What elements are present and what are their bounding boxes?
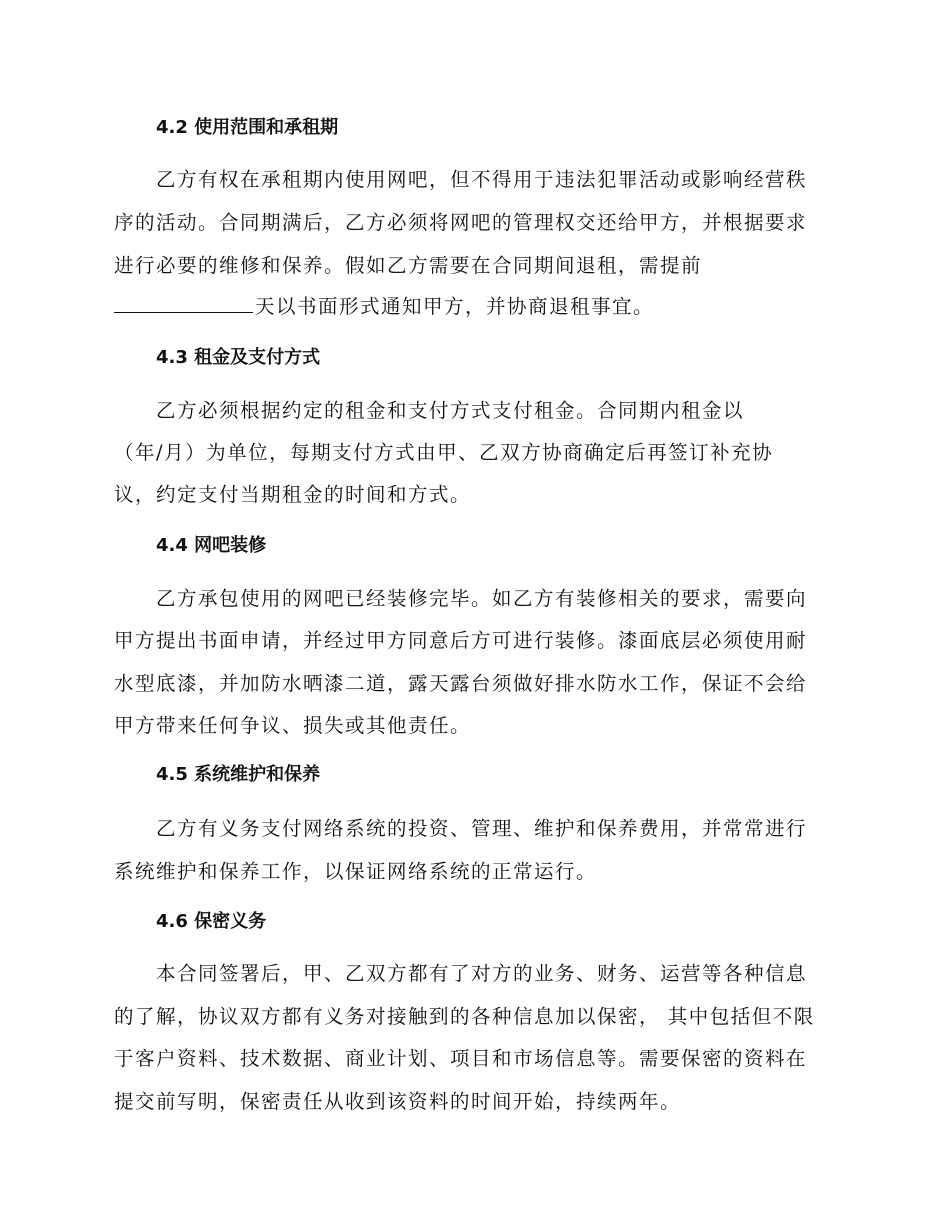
paragraph-line-with-blank [114, 294, 654, 320]
fill-in-blank [114, 294, 253, 313]
paragraph-line: 序的活动。合同期满后，乙方必须将网吧的管理权交还给甲方，并根据要求 [114, 211, 808, 234]
paragraph-line: 乙方有权在承租期内使用网吧，但不得用于违法犯罪活动或影响经营秩 [156, 168, 808, 191]
paragraph-line: （年/月）为单位，每期支付方式由甲、乙双方协商确定后再签订补充协 [114, 441, 774, 464]
paragraph-line: 乙方有义务支付网络系统的投资、管理、维护和保养费用，并常常进行 [156, 817, 808, 840]
paragraph-line: 乙方必须根据约定的租金和支付方式支付租金。合同期内租金以 [156, 399, 745, 422]
paragraph-text: 天以书面形式通知甲方，并协商退租事宜。 [255, 295, 655, 318]
section-heading-4-4: 4.4 网吧装修 [156, 535, 267, 556]
section-heading-4-5: 4.5 系统维护和保养 [156, 764, 321, 785]
paragraph-line: 水型底漆，并加防水晒漆二道，露天露台须做好排水防水工作，保证不会给 [114, 672, 808, 695]
paragraph-line: 乙方承包使用的网吧已经装修完毕。如乙方有装修相关的要求，需要向 [156, 587, 808, 610]
paragraph-line: 的了解，协议双方都有义务对接触到的各种信息加以保密， 其中包括但不限 [114, 1005, 815, 1028]
paragraph-line: 于客户资料、技术数据、商业计划、项目和市场信息等。需要保密的资料在 [114, 1047, 808, 1070]
paragraph-line: 甲方带来任何争议、损失或其他责任。 [114, 714, 472, 737]
paragraph-line: 本合同签署后，甲、乙双方都有了对方的业务、财务、运营等各种信息 [156, 962, 808, 985]
paragraph-line: 议，约定支付当期租金的时间和方式。 [114, 483, 472, 506]
paragraph-line: 系统维护和保养工作，以保证网络系统的正常运行。 [114, 860, 598, 883]
section-heading-4-2: 4.2 使用范围和承租期 [156, 117, 339, 138]
paragraph-line: 甲方提出书面申请，并经过甲方同意后方可进行装修。漆面底层必须使用耐 [114, 629, 808, 652]
section-heading-4-3: 4.3 租金及支付方式 [156, 347, 321, 368]
paragraph-line: 进行必要的维修和保养。假如乙方需要在合同期间退租，需提前 [114, 254, 703, 277]
paragraph-line: 提交前写明，保密责任从收到该资料的时间开始，持续两年。 [114, 1090, 682, 1113]
section-heading-4-6: 4.6 保密义务 [156, 911, 267, 932]
